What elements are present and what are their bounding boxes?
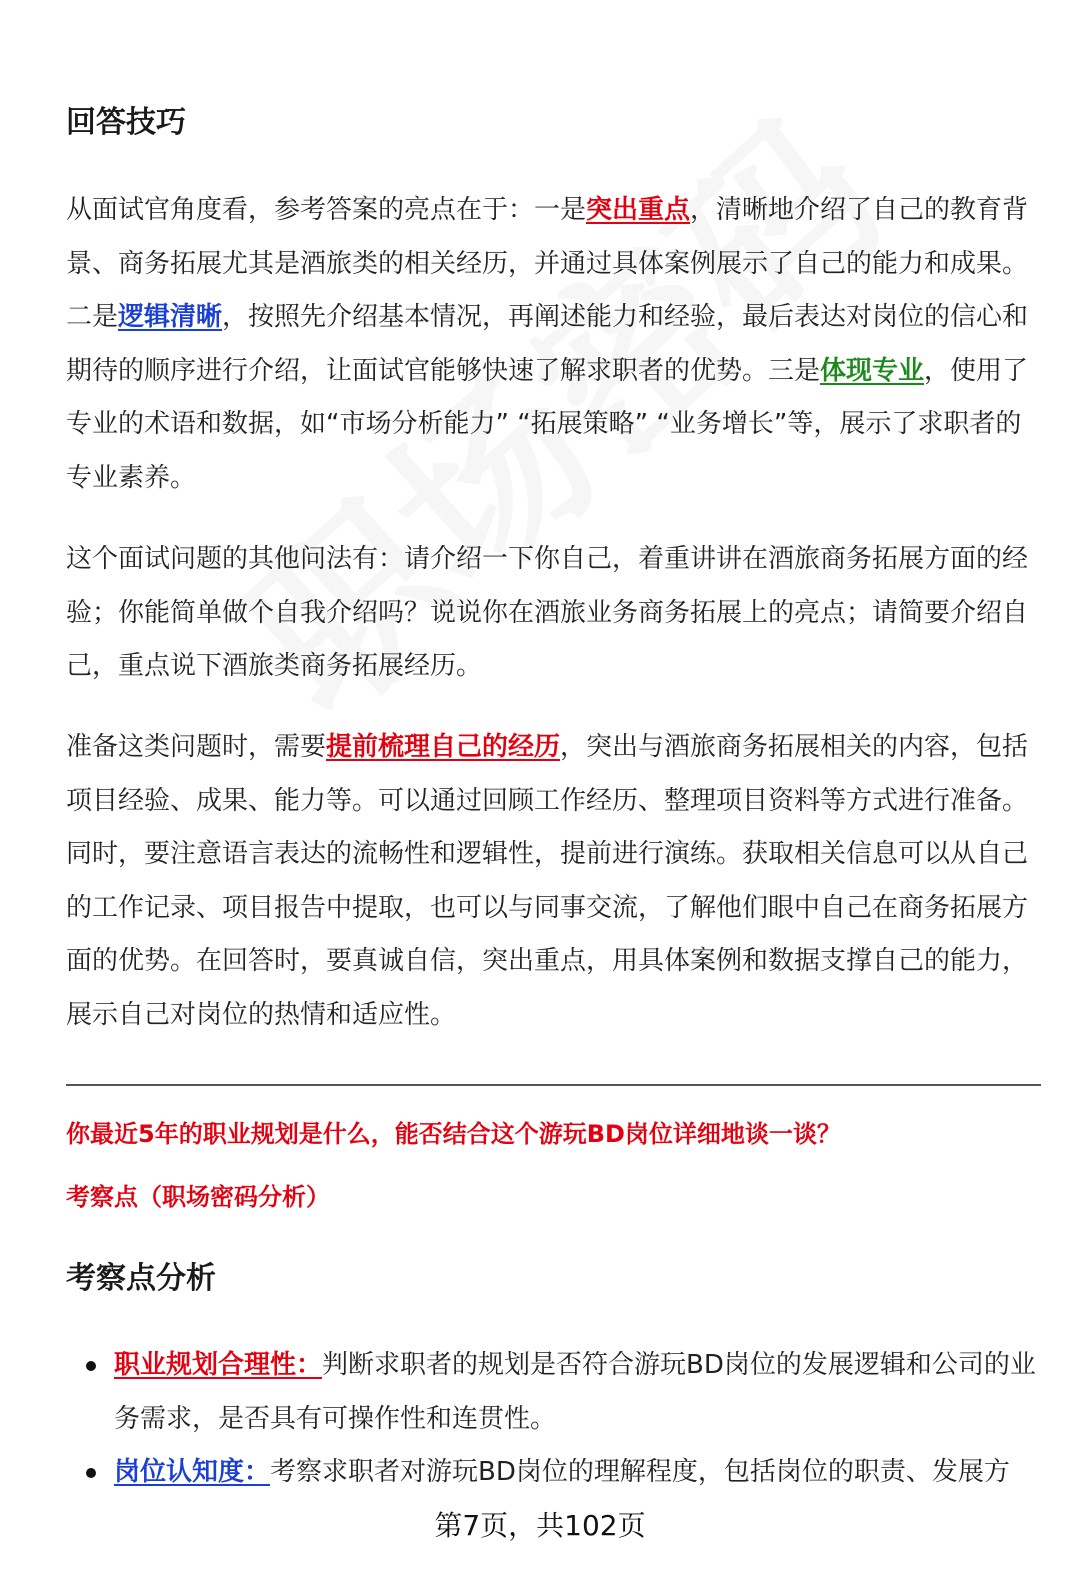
list-item (66, 1446, 1041, 1500)
text: ，使用了专业的术语和数据，如“市场分析能力” “拓展策略” “业务增长”等，展示了求职者的专业素养。 (66, 355, 1029, 493)
paragraph-preparation (66, 721, 1041, 1043)
text: ，突出与酒旅商务拓展相关的内容，包括项目经验、成果、能力等。可以通过回顾工作经历、整理项目资料等方式进行准备。同时，要注意语言表达的流畅性和逻辑性，提前进行演练。获取相关信息可以从自己的工作记录、项目报告中提取，也可以与同事交流，了解他们眼中自己在商务拓展方面的优势。在回答时，要真诚自信，突出重点，用具体案例和数据支撑自己的能力，展示自己对岗位的热情和适应性。 (66, 732, 1029, 1030)
highlight-prepare: 提前梳理自己的经历 (326, 732, 561, 762)
highlight-professional: 体现专业 (820, 355, 925, 386)
item-text: 判断求职者的规划是否符合游玩BD岗位的发展逻辑和公司的业务需求，是否具有可操作性和连贯性。 (114, 1350, 1036, 1434)
bullet-icon (86, 1361, 96, 1371)
section-heading-answer-tips: 回答技巧 (66, 105, 186, 140)
text: 准备这类问题时，需要 (66, 732, 327, 762)
list-item (66, 1339, 1041, 1446)
analysis-subtitle: 考察点（职场密码分析） (66, 1183, 330, 1211)
paragraph-alternative-questions: 这个面试问题的其他问法有：请介绍一下你自己，着重讲讲在酒旅商务拓展方面的经验；你能简单做个自我介绍吗？说说你在酒旅业务商务拓展上的亮点；请简要介绍自己，重点说下酒旅类商务拓展经历。 (66, 544, 1029, 682)
highlight-logic: 逻辑清晰 (118, 302, 223, 333)
analysis-list (66, 1339, 1041, 1500)
page-number: 第7页，共102页 (434, 1509, 646, 1542)
text: ，清晰地介绍了自己的教育背景、商务拓展尤其是酒旅类的相关经历，并通过具体案例展示了自己的能力和成果。二是 (66, 195, 1029, 333)
item-text: 考察求职者对游玩BD岗位的理解程度，包括岗位的职责、发展方 (270, 1457, 1010, 1488)
bullet-icon (86, 1468, 96, 1478)
highlight-key-points: 突出重点 (586, 195, 691, 225)
paragraph-highlights (66, 184, 1041, 506)
text: ，按照先介绍基本情况，再阐述能力和经验，最后表达对岗位的信心和期待的顺序进行介绍，让面试官能够快速了解求职者的优势。三是 (66, 302, 1029, 386)
divider (66, 1084, 1041, 1086)
text: 从面试官角度看，参考答案的亮点在于：一是 (66, 195, 587, 225)
question-title: 你最近5年的职业规划是什么，能否结合这个游玩BD岗位详细地谈一谈？ (66, 1120, 841, 1148)
item-label: 岗位认知度： (114, 1457, 271, 1488)
document-page (66, 0, 1041, 1580)
section-heading-analysis: 考察点分析 (66, 1261, 216, 1296)
item-label: 职业规划合理性： (114, 1350, 323, 1380)
